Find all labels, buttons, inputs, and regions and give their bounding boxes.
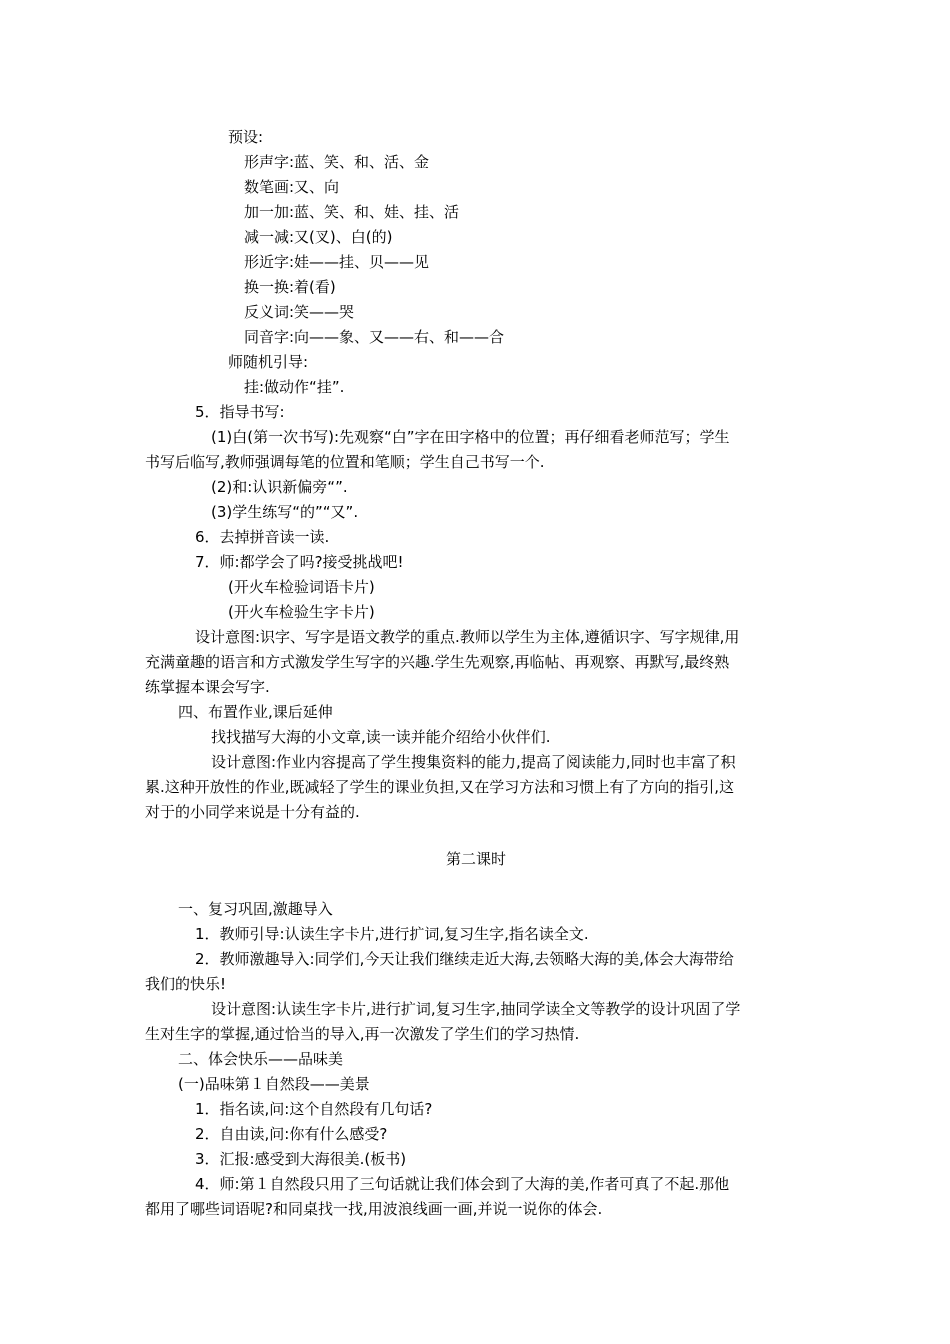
text-line: 1．教师引导:认读生字卡片,进行扩词,复习生字,指名读全文. xyxy=(195,925,589,943)
section-heading: 一、复习巩固,激趣导入 xyxy=(178,900,333,918)
text-line: (开火车检验生字卡片) xyxy=(228,603,375,621)
text-line: (开火车检验词语卡片) xyxy=(228,578,375,596)
text-line: 2．自由读,问:你有什么感受? xyxy=(195,1125,388,1143)
text-line: 找找描写大海的小文章,读一读并能介绍给小伙伴们. xyxy=(211,728,551,746)
text-line: 加一加:蓝、笑、和、娃、挂、活 xyxy=(244,203,460,221)
text-line: 4．师:第１自然段只用了三句话就让我们体会到了大海的美,作者可真了不起.那他 xyxy=(195,1175,730,1193)
text-line: 都用了哪些词语呢?和同桌找一找,用波浪线画一画,并说一说你的体会. xyxy=(145,1200,603,1218)
text-line: 2．教师激趣导入:同学们,今天让我们继续走近大海,去领略大海的美,体会大海带给 xyxy=(195,950,734,968)
text-line: 7．师:都学会了吗?接受挑战吧! xyxy=(195,553,404,571)
text-line: (3)学生练写“的”“又”. xyxy=(211,503,359,521)
text-line: 1．指名读,问:这个自然段有几句话? xyxy=(195,1100,433,1118)
text-line: 练掌握本课会写字. xyxy=(145,678,270,696)
text-line: 形近字:娃——挂、贝——见 xyxy=(244,253,430,271)
lesson-title: 第二课时 xyxy=(445,850,506,868)
text-line: (1)白(第一次书写):先观察“白”字在田字格中的位置；再仔细看老师范写；学生 xyxy=(211,428,730,446)
text-line: 数笔画:又、向 xyxy=(244,178,340,196)
text-line: 充满童趣的语言和方式激发学生写字的兴趣.学生先观察,再临帖、再观察、再默写,最终熟 xyxy=(145,653,730,671)
text-line: 同音字:向——象、又——右、和——合 xyxy=(244,328,505,346)
text-line: 书写后临写,教师强调每笔的位置和笔顺；学生自己书写一个. xyxy=(145,453,545,471)
text-line: 6．去掉拼音读一读. xyxy=(195,528,330,546)
text-line: 形声字:蓝、笑、和、活、金 xyxy=(244,153,430,171)
text-line: (2)和:认识新偏旁“”. xyxy=(211,478,348,496)
section-heading: 四、布置作业,课后延伸 xyxy=(178,703,333,721)
text-line: 3．汇报:感受到大海很美.(板书) xyxy=(195,1150,407,1168)
text-line: 设计意图:认读生字卡片,进行扩词,复习生字,抽同学读全文等教学的设计巩固了学 xyxy=(211,1000,741,1018)
text-line: 设计意图:作业内容提高了学生搜集资料的能力,提高了阅读能力,同时也丰富了积 xyxy=(211,753,736,771)
text-line: 我们的快乐! xyxy=(145,975,227,993)
text-line: 预设: xyxy=(228,128,264,146)
text-line: 挂:做动作“挂”. xyxy=(244,378,345,396)
text-line: 减一减:又(叉)、白(的) xyxy=(244,228,393,246)
text-line: 对于的小同学来说是十分有益的. xyxy=(145,803,360,821)
text-line: 师随机引导: xyxy=(228,353,309,371)
subsection-heading: (一)品味第１自然段——美景 xyxy=(178,1075,370,1093)
section-heading: 二、体会快乐——品味美 xyxy=(178,1050,344,1068)
text-line: 设计意图:识字、写字是语文教学的重点.教师以学生为主体,遵循识字、写字规律,用 xyxy=(195,628,740,646)
text-line: 反义词:笑——哭 xyxy=(244,303,355,321)
text-line: 生对生字的掌握,通过恰当的导入,再一次激发了学生们的学习热情. xyxy=(145,1025,580,1043)
text-line: 累.这种开放性的作业,既减轻了学生的课业负担,又在学习方法和习惯上有了方向的指引,这 xyxy=(145,778,735,796)
text-line: 5．指导书写: xyxy=(195,403,285,421)
text-line: 换一换:着(看) xyxy=(244,278,336,296)
